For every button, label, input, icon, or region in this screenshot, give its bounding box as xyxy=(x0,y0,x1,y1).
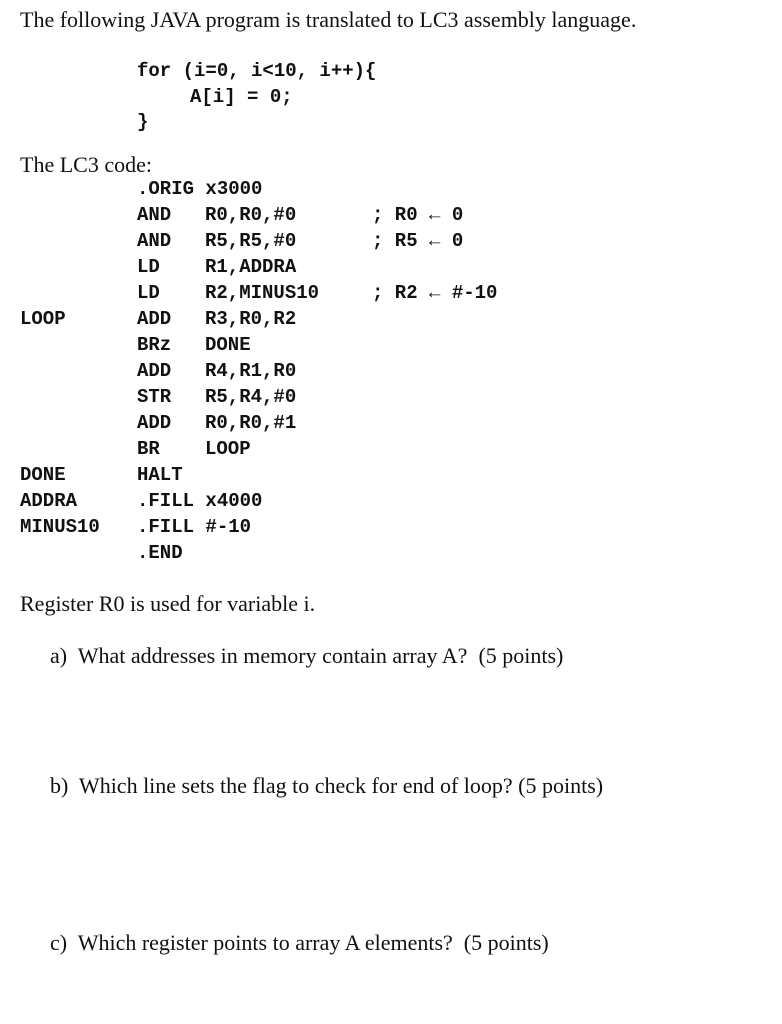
lc3-opcode: AND xyxy=(137,230,172,252)
lc3-opcode: ADD xyxy=(137,412,172,434)
lc3-opcode: .FILL x4000 xyxy=(137,490,263,512)
lc3-opcode: .ORIG x3000 xyxy=(137,178,263,200)
lc3-operands: R3,R0,R2 xyxy=(205,308,297,330)
intro-text: The following JAVA program is translated to LC3 assembly language. xyxy=(20,7,637,32)
lc3-operands: R4,R1,R0 xyxy=(205,360,297,382)
lc3-label: LOOP xyxy=(20,308,66,330)
java-code-line: for (i=0, i<10, i++){ xyxy=(137,60,377,82)
lc3-opcode: BR xyxy=(137,438,160,460)
lc3-operands: DONE xyxy=(205,334,251,356)
register-note: Register R0 is used for variable i. xyxy=(20,591,316,616)
lc3-opcode: LD xyxy=(137,282,160,304)
lc3-operands: R0,R0,#0 xyxy=(205,204,297,226)
lc3-opcode: STR xyxy=(137,386,172,408)
lc3-opcode: .END xyxy=(137,542,183,564)
lc3-comment: ; R5 ← 0 xyxy=(372,230,464,252)
lc3-comment: ; R2 ← #-10 xyxy=(372,282,498,304)
lc3-label: MINUS10 xyxy=(20,516,100,538)
lc3-label: DONE xyxy=(20,464,66,486)
lc3-operands: R5,R5,#0 xyxy=(205,230,297,252)
lc3-heading: The LC3 code: xyxy=(20,152,152,177)
lc3-operands: R2,MINUS10 xyxy=(205,282,320,304)
lc3-opcode: HALT xyxy=(137,464,183,486)
question-a: a) What addresses in memory contain array A? (5 points) xyxy=(50,643,564,668)
lc3-opcode: ADD xyxy=(137,308,172,330)
lc3-opcode: .FILL #-10 xyxy=(137,516,252,538)
lc3-opcode: LD xyxy=(137,256,160,278)
question-c: c) Which register points to array A elements? (5 points) xyxy=(50,930,549,955)
java-code-line: } xyxy=(137,111,149,133)
lc3-operands: R0,R0,#1 xyxy=(205,412,297,434)
lc3-label: ADDRA xyxy=(20,490,78,512)
java-code-line: A[i] = 0; xyxy=(190,86,293,108)
lc3-opcode: BRz xyxy=(137,334,172,356)
question-b: b) Which line sets the flag to check for end of loop? (5 points) xyxy=(50,773,604,798)
lc3-comment: ; R0 ← 0 xyxy=(372,204,464,226)
lc3-opcode: ADD xyxy=(137,360,172,382)
lc3-opcode: AND xyxy=(137,204,172,226)
lc3-operands: R5,R4,#0 xyxy=(205,386,297,408)
lc3-operands: LOOP xyxy=(205,438,251,460)
lc3-operands: R1,ADDRA xyxy=(205,256,297,278)
